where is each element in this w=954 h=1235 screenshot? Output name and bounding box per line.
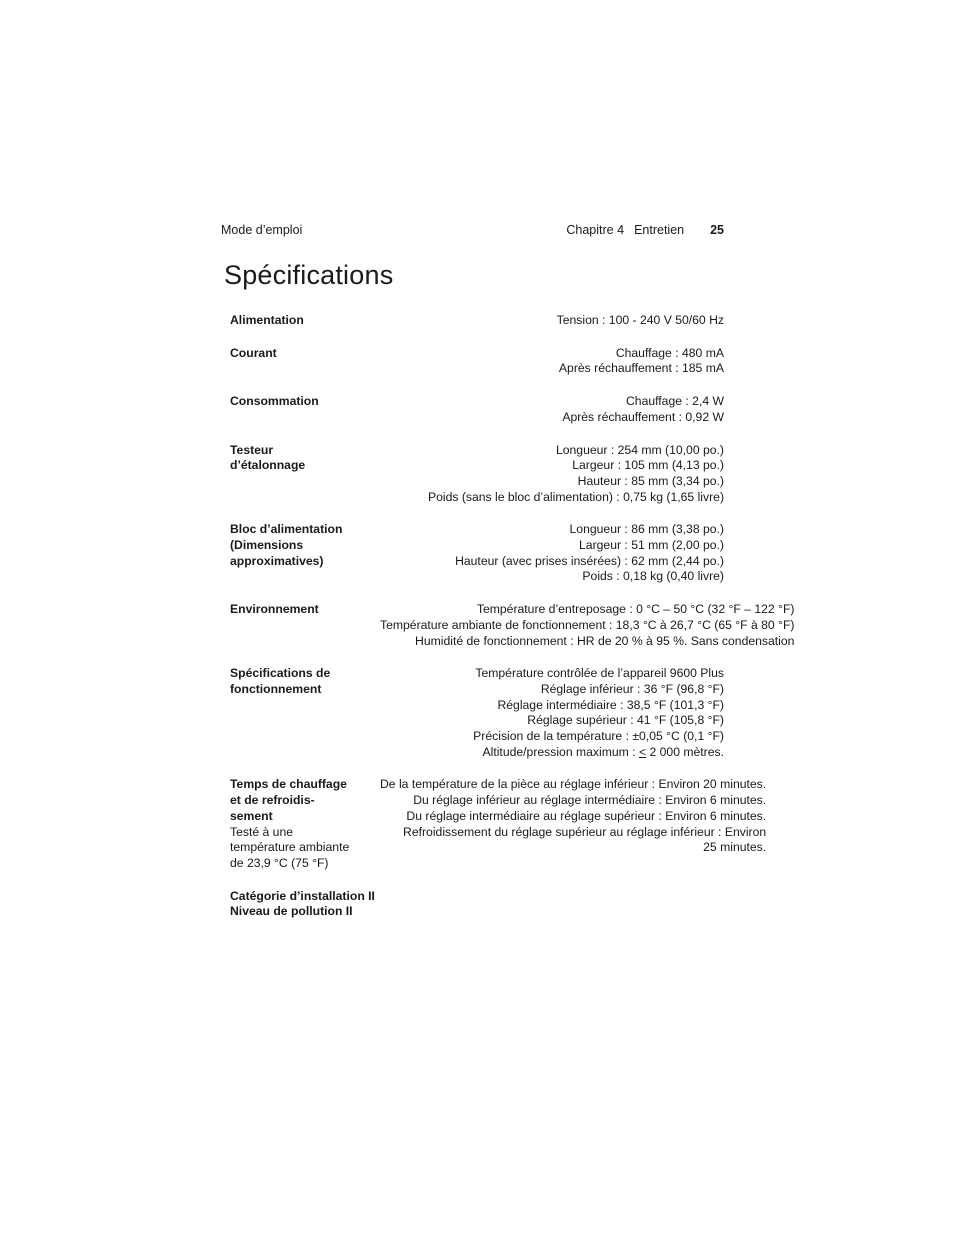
spec-note-line: de 23,9 °C (75 °F): [230, 855, 329, 870]
spec-label-line: Alimentation: [230, 313, 304, 327]
spec-row-testeur: [230, 443, 724, 506]
spec-label: [230, 313, 380, 329]
spec-value-altitude: [380, 745, 724, 761]
spec-label-line: Environnement: [230, 602, 319, 617]
page-number: 25: [710, 223, 724, 237]
spec-row-environnement: [230, 602, 795, 649]
spec-value: Température contrôlée de l’appareil 9600 Plus: [475, 666, 724, 681]
spec-value: Largeur : 105 mm (4,13 po.): [572, 458, 724, 473]
spec-value: 25 minutes.: [703, 840, 767, 855]
spec-value: Poids (sans le bloc d’alimentation) : 0,75 kg (1,65 livre): [427, 489, 724, 504]
spec-label-line: Spécifications de: [230, 666, 331, 681]
spec-label-line: Niveau de pollution II: [230, 904, 353, 919]
spec-value: Température ambiante de fonctionnement : 18,3 °C à 26,7 °C (65 °F à 80 °F): [380, 617, 795, 632]
document-title: Mode d’emploi: [221, 223, 303, 237]
spec-label-line: et de refroidis-: [230, 793, 315, 808]
spec-value: Tension : 100 - 240 V 50/60 Hz: [556, 313, 724, 327]
spec-label-note: [230, 825, 380, 872]
spec-values: [380, 443, 724, 506]
spec-value: Largeur : 51 mm (2,00 po.): [579, 538, 724, 553]
spec-values: [380, 394, 724, 425]
spec-label: [230, 777, 380, 871]
altitude-prefix: Altitude/pression maximum :: [482, 744, 639, 759]
spec-value: Après réchauffement : 0,92 W: [562, 409, 724, 424]
spec-values: [380, 346, 724, 377]
spec-value: Humidité de fonctionnement : HR de 20 % à 95 %. Sans condensation: [415, 633, 795, 648]
spec-label-line: sement: [230, 808, 273, 823]
spec-value: Hauteur : 85 mm (3,34 po.): [577, 473, 724, 488]
spec-value: Après réchauffement : 185 mA: [558, 361, 724, 376]
spec-label: [230, 522, 380, 569]
spec-value: Du réglage intermédiaire au réglage supérieur : Environ 6 minutes.: [406, 808, 767, 823]
spec-label-line: Bloc d’alimentation: [230, 522, 343, 537]
spec-label: [230, 394, 380, 410]
spec-label-line: Temps de chauffage: [230, 777, 347, 792]
spec-value: Refroidissement du réglage supérieur au réglage inférieur : Environ: [403, 824, 767, 839]
spec-value: Longueur : 86 mm (3,38 po.): [569, 522, 724, 537]
spec-value: De la température de la pièce au réglage inférieur : Environ 20 minutes.: [380, 777, 767, 792]
spec-label: [230, 666, 380, 697]
spec-row-fonctionnement: [230, 666, 724, 760]
spec-row-categorie: [230, 889, 724, 920]
specifications-table: [230, 313, 795, 937]
spec-row-alimentation: [230, 313, 724, 329]
spec-label-line: Testeur: [230, 442, 274, 457]
less-or-equal-symbol: <: [638, 744, 647, 759]
spec-value: Hauteur (avec prises insérées) : 62 mm (2,44 po.): [455, 553, 724, 568]
spec-label: [230, 889, 375, 920]
spec-label-line: Catégorie d’installation II: [230, 888, 375, 903]
spec-label-line: fonctionnement: [230, 681, 322, 696]
spec-row-bloc-alimentation: [230, 522, 724, 585]
spec-values: [380, 313, 724, 329]
spec-note-line: Testé à une: [230, 824, 294, 839]
spec-row-chauffage: [230, 777, 767, 871]
spec-value: Poids : 0,18 kg (0,40 livre): [582, 569, 724, 584]
spec-value: Chauffage : 480 mA: [615, 345, 724, 360]
running-header: [221, 221, 724, 239]
spec-value: Précision de la température : ±0,05 °C (0,1 °F): [473, 729, 724, 744]
spec-value: Réglage supérieur : 41 °F (105,8 °F): [527, 713, 724, 728]
page-title: Spécifications: [224, 260, 394, 290]
spec-value: Longueur : 254 mm (10,00 po.): [555, 442, 724, 457]
spec-values: [380, 602, 794, 649]
spec-values: [380, 666, 724, 760]
spec-value: Température d’entreposage : 0 °C – 50 °C (32 °F – 122 °F): [476, 602, 795, 617]
spec-value: Du réglage inférieur au réglage intermédiaire : Environ 6 minutes.: [413, 793, 767, 808]
spec-label: [230, 602, 380, 618]
spec-label-line: approximatives): [230, 553, 324, 568]
spec-values: [380, 777, 766, 856]
spec-value: Chauffage : 2,4 W: [625, 394, 724, 409]
section-label: Entretien: [634, 223, 685, 237]
spec-value: Réglage intermédiaire : 38,5 °F (101,3 °F): [497, 697, 724, 712]
spec-note-line: température ambiante: [230, 840, 350, 855]
spec-row-consommation: [230, 394, 724, 425]
chapter-label: Chapitre 4: [566, 223, 625, 237]
chapter-info: [566, 221, 724, 239]
spec-label-line: Courant: [230, 345, 277, 360]
spec-label-line: Consommation: [230, 394, 319, 409]
spec-label-line: d’étalonnage: [230, 458, 306, 473]
spec-row-courant: [230, 346, 724, 377]
spec-label-line: (Dimensions: [230, 538, 304, 553]
spec-value: Réglage inférieur : 36 °F (96,8 °F): [540, 681, 724, 696]
spec-label: [230, 443, 380, 474]
spec-values: [380, 522, 724, 585]
altitude-value: 2 000 mètres.: [646, 744, 724, 759]
spec-label: [230, 346, 380, 362]
